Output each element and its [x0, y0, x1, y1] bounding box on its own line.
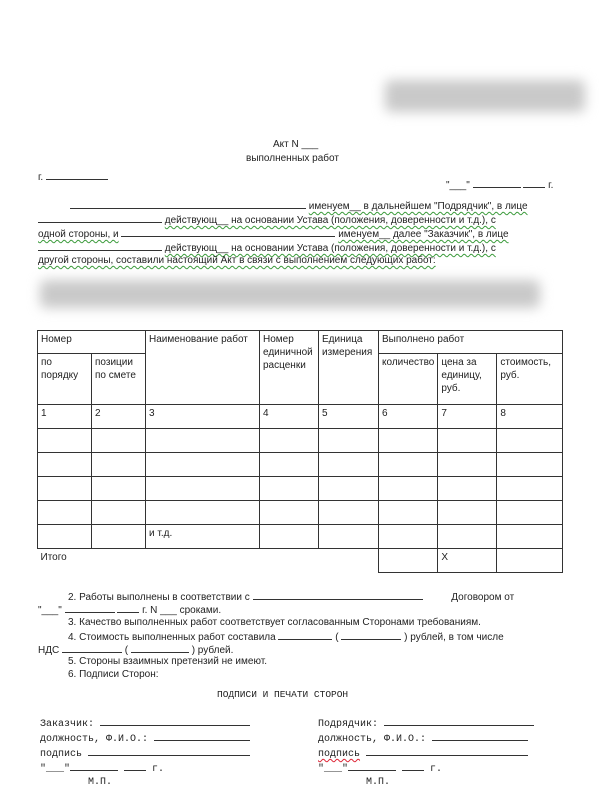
table-row [38, 453, 563, 477]
header-naimenovanie: Наименование работ [146, 331, 260, 405]
contract-blank[interactable] [253, 590, 423, 600]
header-vypolneno: Выполнено работ [379, 331, 563, 354]
item-2-line2: "___" г. N ___ сроками. [38, 605, 222, 616]
contract-year-blank[interactable] [117, 603, 139, 613]
item-6: 6. Подписи Сторон: [68, 669, 159, 680]
cost-words-blank[interactable] [341, 630, 401, 640]
doc-subtitle: выполненных работ [246, 153, 339, 164]
customer-signature-blank[interactable] [88, 746, 250, 756]
item-5: 5. Стороны взаимных претензий не имеют. [68, 656, 267, 667]
customer-name-blank[interactable] [121, 227, 335, 237]
date-year-blank[interactable] [523, 178, 545, 188]
para-line-3: одной стороны, и именуем__ далее "Заказчик", в лице [38, 229, 509, 240]
customer-mp: М.П. [88, 777, 113, 788]
table-row [38, 477, 563, 501]
doc-title: Акт N ___ [273, 139, 319, 150]
vat-digits-blank[interactable] [62, 643, 122, 653]
item-4-line1: 4. Стоимость выполненных работ составила ( ) рублей, в том числе [68, 632, 504, 643]
city-line [38, 170, 108, 183]
contractor-block: Подрядчик: должность, Ф.И.О.: подпись "___" г. М.П. [318, 716, 534, 789]
table-row [38, 501, 563, 525]
header-kolichestvo: количество [379, 354, 438, 405]
header-stoimost: стоимость, руб. [497, 354, 563, 405]
contractor-signature-blank[interactable] [366, 746, 528, 756]
date-day: "___" [446, 180, 470, 191]
works-table [37, 330, 563, 573]
header-nomer-rascenki: Номер единичной расценки [260, 331, 319, 405]
date-month-blank[interactable] [473, 178, 521, 188]
contractor-year-blank[interactable] [402, 761, 424, 771]
cell-itogo-x: X [438, 549, 497, 573]
table-row-itogo [38, 549, 563, 573]
customer-block: Заказчик: должность, Ф.И.О.: подпись "___" г. М.П. [40, 716, 250, 789]
cell-itd: и т.д. [146, 525, 260, 549]
contract-date-blank[interactable] [65, 603, 115, 613]
contractor-sign-blank-1[interactable] [384, 716, 534, 726]
header-po-poryadku: по порядку [38, 354, 92, 405]
customer-rep-blank[interactable] [38, 241, 162, 251]
contractor-name-blank[interactable] [70, 199, 306, 209]
para-line-2: действующ__ на основании Устава (положения, доверенности и т.д.), с [38, 213, 496, 226]
customer-sign-blank-1[interactable] [100, 716, 250, 726]
customer-year-blank[interactable] [124, 761, 146, 771]
redacted-header-block [385, 80, 585, 112]
para-line-1: именуем__ в дальнейшем "Подрядчик", в лице [70, 199, 528, 212]
cell-itogo-sum[interactable] [497, 549, 563, 573]
item-3: 3. Качество выполненных работ соответствует согласованным Сторонами требованиям. [68, 617, 481, 628]
contractor-position-blank[interactable] [432, 731, 528, 741]
customer-date-blank[interactable] [70, 761, 118, 771]
date-line [446, 178, 553, 191]
item-4-line2: НДС ( ) рублей. [38, 645, 234, 656]
cell-itogo-qty[interactable] [379, 549, 438, 573]
cost-digits-blank[interactable] [278, 630, 332, 640]
customer-position-blank[interactable] [154, 731, 250, 741]
para-line-4: действующ__ на основании Устава (положения, доверенности и т.д.), с [38, 241, 496, 254]
city-blank[interactable] [46, 170, 108, 180]
cell-itogo: Итого [38, 549, 379, 573]
header-nomer: Номер [38, 331, 146, 354]
header-edinica: Единица измерения [319, 331, 379, 405]
city-prefix: г. [38, 172, 44, 183]
header-pozicii: позиции по смете [92, 354, 146, 405]
table-row-numbers: 1 2 3 4 5 6 7 8 [38, 405, 563, 429]
header-cena: цена за единицу, руб. [438, 354, 497, 405]
contractor-rep-blank[interactable] [38, 213, 162, 223]
item-2-line1: 2. Работы выполнены в соответствии с Договором от [68, 592, 515, 603]
contractor-date-blank[interactable] [348, 761, 396, 771]
signatures-heading: ПОДПИСИ И ПЕЧАТИ СТОРОН [217, 689, 349, 700]
redacted-work-description [40, 280, 540, 308]
para-line-5: другой стороны, составили настоящий Акт в связи с выполнением следующих работ: [38, 255, 436, 266]
table-row [38, 429, 563, 453]
date-year-suffix: г. [548, 180, 554, 191]
contractor-mp: М.П. [366, 777, 391, 788]
table-row-itd [38, 525, 563, 549]
vat-words-blank[interactable] [131, 643, 189, 653]
